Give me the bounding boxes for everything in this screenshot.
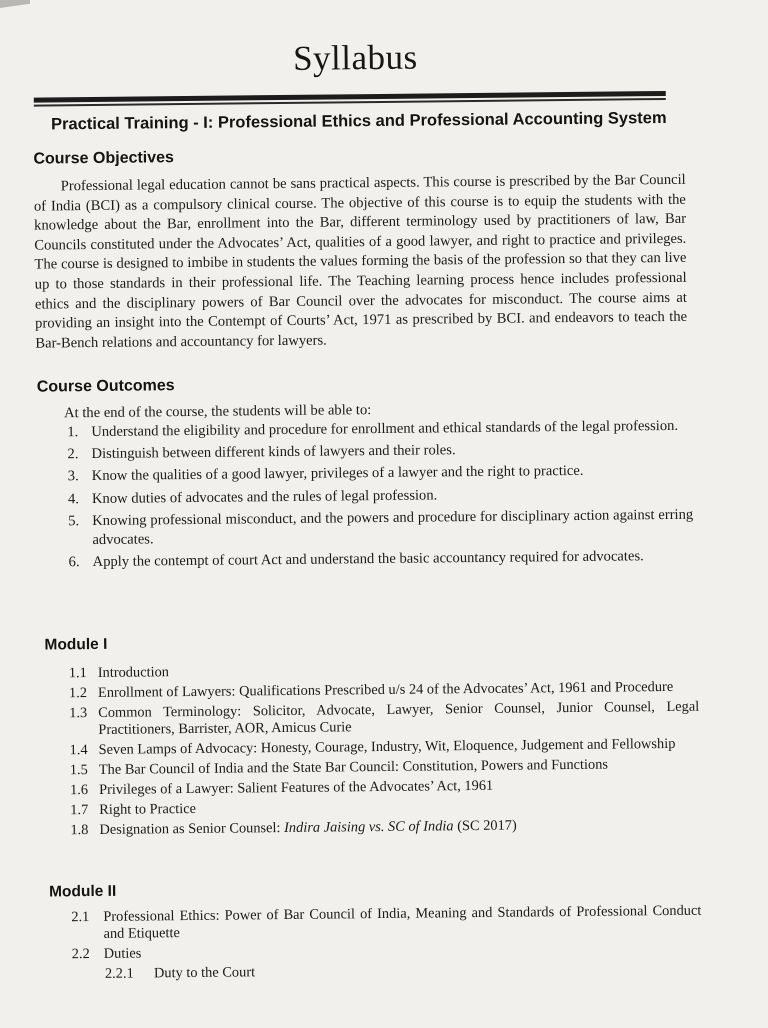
item-text: Enrollment of Lawyers: Qualifications Prescribed u/s 24 of the Advocates’ Act, 1961 and Procedure [97,678,674,701]
item-text-suffix: (SC 2017) [453,817,517,835]
item-number: 1.8 [70,822,89,839]
module-1-list [67,659,701,843]
module-2-heading: Module II [48,882,117,901]
list-item [67,699,699,740]
outcomes-heading: Course Outcomes [36,377,175,396]
item-number: 1.7 [70,802,89,819]
item-text: Common Terminology: Solicitor, Advocate, Lawyer, Senior Counsel, Junior Counsel, Legal Practitioners, Barrister, AOR, Amicus Curie [98,698,700,739]
item-text: Apply the contempt of court Act and understand the basic accountancy required for advocates. [92,547,644,570]
list-item [65,505,693,549]
list-item [65,483,693,508]
course-subtitle: Practical Training - I: Professional Ethics and Professional Accounting System [50,108,667,134]
item-text: Duty to the Court [153,964,256,982]
item-text: Duties [103,945,142,963]
item-text: Introduction [97,664,170,681]
item-text: Know duties of advocates and the rules of legal profession. [91,486,438,507]
item-number: 2.2 [71,946,90,963]
item-text: The Bar Council of India and the State Bar Council: Constitution, Powers and Functions [98,757,609,779]
list-item [70,960,702,984]
outcomes-list [64,417,694,575]
page-title: Syllabus [292,37,418,78]
item-number: 1.5 [69,762,88,779]
objectives-paragraph: Professional legal education cannot be sans practical aspects. This course is prescribed by the Bar Council of India (BCI) as a compulsory clinical course. The objective of this course is to equip the students with the knowledge about the Bar, enrollment into the Bar, different terminology used by practitioners of law, Bar Councils constituted under the Advocates’ Act, qualities of a good lawyer, and right to practice and privileges. The course is designed to imbibe in students the values forming the basis of the profession so that they can live up to those standards in their professional life. The Teaching learning process hence includes professional ethics and the disciplinary powers of Bar Council over the advocates for misconduct. The course aims at providing an insight into the Contempt of Courts’ Act, 1971 as prescribed by BCI. and endeavors to teach the Bar-Bench relations and accountancy for lawyers. [33,171,688,352]
item-number: 2. [67,446,79,463]
item-number: 2.2.1 [104,966,134,983]
item-number: 4. [67,490,80,507]
item-text: Professional Ethics: Power of Bar Council of India, Meaning and Standards of Professional Conduct and Etiquette [103,902,702,943]
item-number: 1. [67,424,79,441]
case-citation: Indira Jaising vs. SC of India [284,818,454,837]
item-text: Know the qualities of a good lawyer, privileges of a lawyer and the right to practice. [91,463,584,485]
objectives-heading: Course Objectives [33,149,174,168]
list-item [66,546,694,571]
item-text: Right to Practice [99,801,197,819]
list-item [69,903,701,944]
item-number: 1.1 [68,665,87,682]
item-number: 1.4 [69,742,88,759]
item-text: Distinguish between different kinds of lawyers and their roles. [91,442,456,463]
item-number: 1.3 [69,705,88,722]
item-number: 5. [68,512,80,530]
item-text: Understand the eligibility and procedure for enrollment and ethical standards of the legal profession. [91,417,679,441]
list-item [68,816,700,840]
outcomes-intro: At the end of the course, the students will be able to: [63,402,372,422]
module-1-heading: Module I [44,635,108,654]
item-number: 2.1 [71,909,90,926]
item-number: 3. [67,468,79,485]
list-item [65,461,693,486]
item-text: Knowing professional misconduct, and the powers and procedure for disciplinary action against erring advocates. [92,506,694,548]
item-number: 1.6 [69,782,89,799]
item-text: Privileges of a Lawyer: Salient Features of the Advocates’ Act, 1961 [98,778,494,799]
module-2-list [69,903,702,987]
item-number: 6. [68,553,80,570]
item-text-prefix: Designation as Senior Counsel: [99,820,285,839]
item-text: Seven Lamps of Advocacy: Honesty, Courage, Industry, Wit, Eloquence, Judgement and Fellowship [98,736,676,759]
item-number: 1.2 [68,685,88,702]
list-item [64,439,692,464]
